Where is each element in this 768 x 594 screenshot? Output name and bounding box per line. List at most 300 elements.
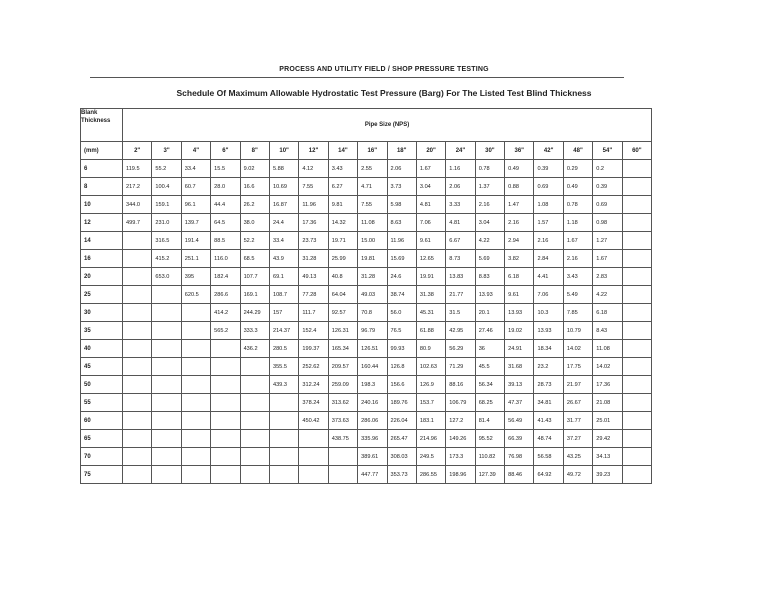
pressure-cell: 10.69 (269, 178, 298, 196)
pressure-cell: 19.81 (358, 250, 387, 268)
pressure-cell: 5.98 (387, 196, 416, 214)
pressure-cell: 71.29 (446, 358, 475, 376)
pressure-cell (152, 304, 181, 322)
pressure-cell: 156.6 (387, 376, 416, 394)
table-row (81, 250, 652, 268)
table-row (81, 214, 652, 232)
pressure-cell (181, 322, 210, 340)
pressure-cell: 3.04 (475, 214, 504, 232)
pressure-cell: 52.2 (240, 232, 269, 250)
pressure-cell: 49.72 (563, 466, 592, 484)
thickness-cell: 10 (81, 196, 123, 214)
pressure-cell: 34.81 (534, 394, 563, 412)
pressure-cell (152, 394, 181, 412)
table-row (81, 358, 652, 376)
table-row (81, 448, 652, 466)
pressure-cell (622, 322, 651, 340)
pressure-cell: 126.8 (387, 358, 416, 376)
thickness-cell: 35 (81, 322, 123, 340)
pressure-cell: 3.73 (387, 178, 416, 196)
pressure-cell: 24.4 (269, 214, 298, 232)
pressure-cell: 7.06 (534, 286, 563, 304)
pressure-cell (622, 466, 651, 484)
pressure-cell: 199.37 (299, 340, 328, 358)
pressure-cell: 7.55 (358, 196, 387, 214)
table-row (81, 304, 652, 322)
pressure-cell: 3.33 (446, 196, 475, 214)
pressure-cell (299, 430, 328, 448)
pressure-cell (240, 466, 269, 484)
pressure-cell: 450.42 (299, 412, 328, 430)
pressure-cell: 88.16 (446, 376, 475, 394)
pressure-cell: 1.16 (446, 160, 475, 178)
pressure-cell: 2.16 (475, 196, 504, 214)
pressure-cell: 19.71 (328, 232, 357, 250)
pressure-cell: 49.03 (358, 286, 387, 304)
pressure-cell (152, 322, 181, 340)
pipe-size-header: Pipe Size (NPS) (123, 109, 652, 142)
pressure-cell: 0.49 (563, 178, 592, 196)
pressure-cell: 198.96 (446, 466, 475, 484)
pressure-cell: 64.04 (328, 286, 357, 304)
blank-header-line1: Blank (81, 110, 98, 116)
pressure-cell (152, 376, 181, 394)
pressure-cell: 280.5 (269, 340, 298, 358)
pressure-cell (622, 448, 651, 466)
table-row (81, 268, 652, 286)
pressure-cell (622, 340, 651, 358)
pressure-cell: 126.31 (328, 322, 357, 340)
pressure-cell: 106.79 (446, 394, 475, 412)
pressure-cell: 31.68 (505, 358, 534, 376)
pressure-cell: 18.34 (534, 340, 563, 358)
pressure-cell: 265.47 (387, 430, 416, 448)
pressure-cell (622, 304, 651, 322)
pressure-cell: 21.08 (593, 394, 622, 412)
pressure-cell: 2.94 (505, 232, 534, 250)
pressure-cell: 447.77 (358, 466, 387, 484)
pressure-cell (622, 268, 651, 286)
pressure-cell: 2.06 (387, 160, 416, 178)
pressure-cell: 36 (475, 340, 504, 358)
pressure-cell: 68.25 (475, 394, 504, 412)
pressure-cell: 240.16 (358, 394, 387, 412)
table-row (81, 340, 652, 358)
pressure-cell: 4.12 (299, 160, 328, 178)
pressure-cell: 0.69 (593, 196, 622, 214)
pressure-cell: 4.22 (593, 286, 622, 304)
table-header-row (81, 109, 652, 142)
pressure-cell: 15.00 (358, 232, 387, 250)
pressure-cell (240, 376, 269, 394)
pressure-cell: 191.4 (181, 232, 210, 250)
pressure-cell (240, 448, 269, 466)
pressure-cell (269, 412, 298, 430)
pressure-cell: 96.79 (358, 322, 387, 340)
pressure-cell (152, 358, 181, 376)
pressure-cell: 5.49 (563, 286, 592, 304)
pressure-cell: 7.85 (563, 304, 592, 322)
pressure-cell: 286.06 (358, 412, 387, 430)
pressure-cell: 47.37 (505, 394, 534, 412)
pressure-cell: 19.02 (505, 322, 534, 340)
pressure-cell: 76.98 (505, 448, 534, 466)
pressure-cell: 0.39 (534, 160, 563, 178)
pressure-cell: 313.62 (328, 394, 357, 412)
unit-label: (mm) (81, 142, 123, 160)
pressure-cell: 43.25 (563, 448, 592, 466)
pressure-schedule-table (80, 108, 652, 484)
pressure-cell: 4.22 (475, 232, 504, 250)
pressure-cell (152, 340, 181, 358)
pressure-cell: 70.8 (358, 304, 387, 322)
pressure-cell: 116.0 (211, 250, 240, 268)
pressure-cell: 335.96 (358, 430, 387, 448)
pressure-cell: 152.4 (299, 322, 328, 340)
thickness-cell: 8 (81, 178, 123, 196)
pressure-cell: 9.61 (505, 286, 534, 304)
pressure-cell: 11.96 (387, 232, 416, 250)
pressure-cell: 6.18 (505, 268, 534, 286)
pressure-cell: 13.93 (534, 322, 563, 340)
pressure-cell: 23.73 (299, 232, 328, 250)
pressure-cell: 3.04 (416, 178, 445, 196)
pressure-cell (622, 430, 651, 448)
pressure-cell: 9.61 (416, 232, 445, 250)
pressure-cell: 38.0 (240, 214, 269, 232)
table-row (81, 322, 652, 340)
table-row (81, 178, 652, 196)
pressure-cell: 159.1 (152, 196, 181, 214)
pipe-size-col-header: 4" (181, 142, 210, 160)
pressure-cell: 31.77 (563, 412, 592, 430)
pressure-cell (123, 232, 152, 250)
pressure-cell: 217.2 (123, 178, 152, 196)
pressure-cell: 226.04 (387, 412, 416, 430)
pressure-cell: 29.42 (593, 430, 622, 448)
pressure-cell: 8.63 (387, 214, 416, 232)
pressure-cell: 26.2 (240, 196, 269, 214)
pressure-cell (211, 466, 240, 484)
pressure-cell (211, 430, 240, 448)
pressure-cell: 16.6 (240, 178, 269, 196)
pressure-cell: 259.09 (328, 376, 357, 394)
pressure-cell (622, 394, 651, 412)
pressure-cell: 49.13 (299, 268, 328, 286)
pressure-cell: 1.67 (593, 250, 622, 268)
pressure-cell: 333.3 (240, 322, 269, 340)
pressure-cell (269, 466, 298, 484)
pressure-cell: 344.0 (123, 196, 152, 214)
pipe-size-col-header: 12" (299, 142, 328, 160)
pressure-cell (123, 376, 152, 394)
pressure-cell: 119.5 (123, 160, 152, 178)
pressure-cell: 96.1 (181, 196, 210, 214)
pressure-cell: 16.87 (269, 196, 298, 214)
pressure-cell: 6.18 (593, 304, 622, 322)
table-row (81, 376, 652, 394)
pressure-cell: 107.7 (240, 268, 269, 286)
pressure-cell: 160.44 (358, 358, 387, 376)
pressure-cell (622, 376, 651, 394)
document-header: PROCESS AND UTILITY FIELD / SHOP PRESSURE TESTING (279, 66, 489, 73)
pressure-cell: 45.5 (475, 358, 504, 376)
table-row (81, 466, 652, 484)
pressure-cell: 31.38 (416, 286, 445, 304)
pressure-cell: 316.5 (152, 232, 181, 250)
pressure-cell: 5.69 (475, 250, 504, 268)
pressure-cell: 1.37 (475, 178, 504, 196)
pressure-cell (299, 448, 328, 466)
pressure-cell: 25.01 (593, 412, 622, 430)
pressure-cell: 111.7 (299, 304, 328, 322)
pressure-cell: 28.73 (534, 376, 563, 394)
pressure-cell: 3.43 (563, 268, 592, 286)
pressure-cell: 2.16 (563, 250, 592, 268)
pressure-cell: 26.67 (563, 394, 592, 412)
pressure-cell: 6.27 (328, 178, 357, 196)
pressure-cell: 76.5 (387, 322, 416, 340)
thickness-cell: 30 (81, 304, 123, 322)
pressure-cell: 43.9 (269, 250, 298, 268)
pipe-size-col-header: 8" (240, 142, 269, 160)
pressure-cell: 198.3 (358, 376, 387, 394)
pressure-cell (240, 430, 269, 448)
pressure-cell: 2.84 (534, 250, 563, 268)
pressure-cell: 439.3 (269, 376, 298, 394)
pressure-cell (123, 358, 152, 376)
pressure-cell: 68.5 (240, 250, 269, 268)
pressure-cell: 214.37 (269, 322, 298, 340)
pressure-cell: 28.0 (211, 178, 240, 196)
pressure-cell (269, 448, 298, 466)
pressure-cell: 56.58 (534, 448, 563, 466)
pressure-cell: 183.1 (416, 412, 445, 430)
thickness-cell: 16 (81, 250, 123, 268)
pressure-cell: 64.5 (211, 214, 240, 232)
pressure-cell: 620.5 (181, 286, 210, 304)
pressure-cell: 182.4 (211, 268, 240, 286)
pressure-cell (181, 340, 210, 358)
pressure-cell (622, 232, 651, 250)
pressure-cell: 244.29 (240, 304, 269, 322)
pressure-cell (622, 358, 651, 376)
pressure-cell: 100.4 (152, 178, 181, 196)
thickness-cell: 45 (81, 358, 123, 376)
thickness-cell: 25 (81, 286, 123, 304)
size-header-row (81, 142, 652, 160)
table-row (81, 286, 652, 304)
pipe-size-col-header: 54" (593, 142, 622, 160)
pressure-cell (299, 466, 328, 484)
pressure-cell (240, 412, 269, 430)
pressure-cell: 0.69 (534, 178, 563, 196)
thickness-cell: 40 (81, 340, 123, 358)
pressure-cell: 373.63 (328, 412, 357, 430)
pressure-cell: 14.02 (563, 340, 592, 358)
pressure-cell: 81.4 (475, 412, 504, 430)
pressure-cell: 31.5 (446, 304, 475, 322)
pressure-cell: 173.3 (446, 448, 475, 466)
pressure-cell: 153.7 (416, 394, 445, 412)
pressure-cell (181, 448, 210, 466)
pressure-cell: 1.67 (563, 232, 592, 250)
pressure-cell (211, 358, 240, 376)
pressure-cell (622, 412, 651, 430)
pipe-size-col-header: 60" (622, 142, 651, 160)
pressure-cell: 308.03 (387, 448, 416, 466)
pressure-cell: 25.99 (328, 250, 357, 268)
pressure-cell: 21.77 (446, 286, 475, 304)
pipe-size-col-header: 6" (211, 142, 240, 160)
pressure-cell: 252.62 (299, 358, 328, 376)
pressure-cell: 10.3 (534, 304, 563, 322)
pressure-cell (328, 466, 357, 484)
pressure-cell: 209.57 (328, 358, 357, 376)
pressure-cell: 499.7 (123, 214, 152, 232)
pressure-cell: 8.83 (475, 268, 504, 286)
pressure-cell: 2.16 (534, 232, 563, 250)
pressure-cell (240, 394, 269, 412)
pressure-cell (181, 376, 210, 394)
pressure-cell: 88.46 (505, 466, 534, 484)
pressure-cell (181, 394, 210, 412)
pressure-cell: 4.81 (446, 214, 475, 232)
thickness-cell: 75 (81, 466, 123, 484)
pressure-cell: 24.6 (387, 268, 416, 286)
pressure-cell: 126.9 (416, 376, 445, 394)
blank-header-line2: Thickness (81, 118, 111, 124)
pressure-cell (123, 340, 152, 358)
table-row (81, 160, 652, 178)
pressure-cell: 251.1 (181, 250, 210, 268)
pressure-cell (622, 214, 651, 232)
pressure-cell (622, 196, 651, 214)
pressure-cell: 2.06 (446, 178, 475, 196)
pressure-cell: 56.0 (387, 304, 416, 322)
pressure-cell: 1.57 (534, 214, 563, 232)
pressure-cell: 0.88 (505, 178, 534, 196)
blank-thickness-header (81, 109, 123, 142)
pressure-cell: 395 (181, 268, 210, 286)
pressure-cell: 77.28 (299, 286, 328, 304)
pressure-cell: 565.2 (211, 322, 240, 340)
pressure-cell: 13.83 (446, 268, 475, 286)
thickness-cell: 70 (81, 448, 123, 466)
pressure-cell: 1.27 (593, 232, 622, 250)
pressure-cell: 139.7 (181, 214, 210, 232)
pressure-cell: 9.81 (328, 196, 357, 214)
pressure-cell (181, 466, 210, 484)
pressure-cell: 42.95 (446, 322, 475, 340)
thickness-cell: 50 (81, 376, 123, 394)
pressure-cell: 355.5 (269, 358, 298, 376)
pressure-cell: 11.08 (593, 340, 622, 358)
pressure-cell: 19.91 (416, 268, 445, 286)
pressure-cell: 2.16 (505, 214, 534, 232)
pressure-cell: 95.52 (475, 430, 504, 448)
pressure-cell (123, 394, 152, 412)
pipe-size-col-header: 2" (123, 142, 152, 160)
pressure-cell: 169.1 (240, 286, 269, 304)
pressure-cell: 12.65 (416, 250, 445, 268)
thickness-cell: 65 (81, 430, 123, 448)
pressure-cell (622, 286, 651, 304)
pressure-cell: 0.29 (563, 160, 592, 178)
pressure-cell (211, 340, 240, 358)
pressure-cell: 102.63 (416, 358, 445, 376)
pressure-cell: 1.08 (534, 196, 563, 214)
pressure-cell (269, 430, 298, 448)
pressure-cell: 41.43 (534, 412, 563, 430)
pressure-cell: 9.02 (240, 160, 269, 178)
pressure-cell: 3.82 (505, 250, 534, 268)
pressure-cell (181, 304, 210, 322)
pressure-cell: 231.0 (152, 214, 181, 232)
pressure-cell: 44.4 (211, 196, 240, 214)
pressure-cell (211, 376, 240, 394)
pressure-cell: 20.1 (475, 304, 504, 322)
table-row (81, 430, 652, 448)
pressure-cell: 436.2 (240, 340, 269, 358)
pipe-size-col-header: 20" (416, 142, 445, 160)
pressure-cell: 126.51 (358, 340, 387, 358)
pressure-cell (328, 448, 357, 466)
pressure-cell: 0.78 (563, 196, 592, 214)
table-row (81, 196, 652, 214)
pressure-cell: 99.93 (387, 340, 416, 358)
pressure-cell (211, 448, 240, 466)
pressure-cell: 286.6 (211, 286, 240, 304)
pressure-cell: 39.13 (505, 376, 534, 394)
pressure-cell: 17.36 (593, 376, 622, 394)
pressure-cell: 55.2 (152, 160, 181, 178)
pipe-size-col-header: 36" (505, 142, 534, 160)
pressure-cell: 56.29 (446, 340, 475, 358)
pressure-cell: 23.2 (534, 358, 563, 376)
pressure-cell: 13.93 (475, 286, 504, 304)
pressure-cell (211, 412, 240, 430)
pressure-cell: 45.31 (416, 304, 445, 322)
table-row (81, 232, 652, 250)
pressure-cell: 39.23 (593, 466, 622, 484)
pressure-cell: 189.76 (387, 394, 416, 412)
pressure-cell: 127.2 (446, 412, 475, 430)
pressure-cell: 31.28 (358, 268, 387, 286)
pressure-cell (123, 250, 152, 268)
pressure-cell: 27.46 (475, 322, 504, 340)
pressure-cell: 13.93 (505, 304, 534, 322)
pressure-cell (181, 412, 210, 430)
pressure-cell (269, 394, 298, 412)
thickness-cell: 60 (81, 412, 123, 430)
pipe-size-col-header: 48" (563, 142, 592, 160)
pressure-cell (152, 286, 181, 304)
table-body (81, 160, 652, 484)
pressure-cell: 108.7 (269, 286, 298, 304)
pressure-cell: 40.8 (328, 268, 357, 286)
table-row (81, 394, 652, 412)
pressure-cell: 33.4 (269, 232, 298, 250)
pressure-cell (622, 160, 651, 178)
pressure-cell (123, 448, 152, 466)
pressure-cell: 48.74 (534, 430, 563, 448)
pipe-size-col-header: 18" (387, 142, 416, 160)
pressure-cell: 34.13 (593, 448, 622, 466)
pressure-cell: 1.47 (505, 196, 534, 214)
pressure-cell: 0.49 (505, 160, 534, 178)
pressure-cell: 8.43 (593, 322, 622, 340)
